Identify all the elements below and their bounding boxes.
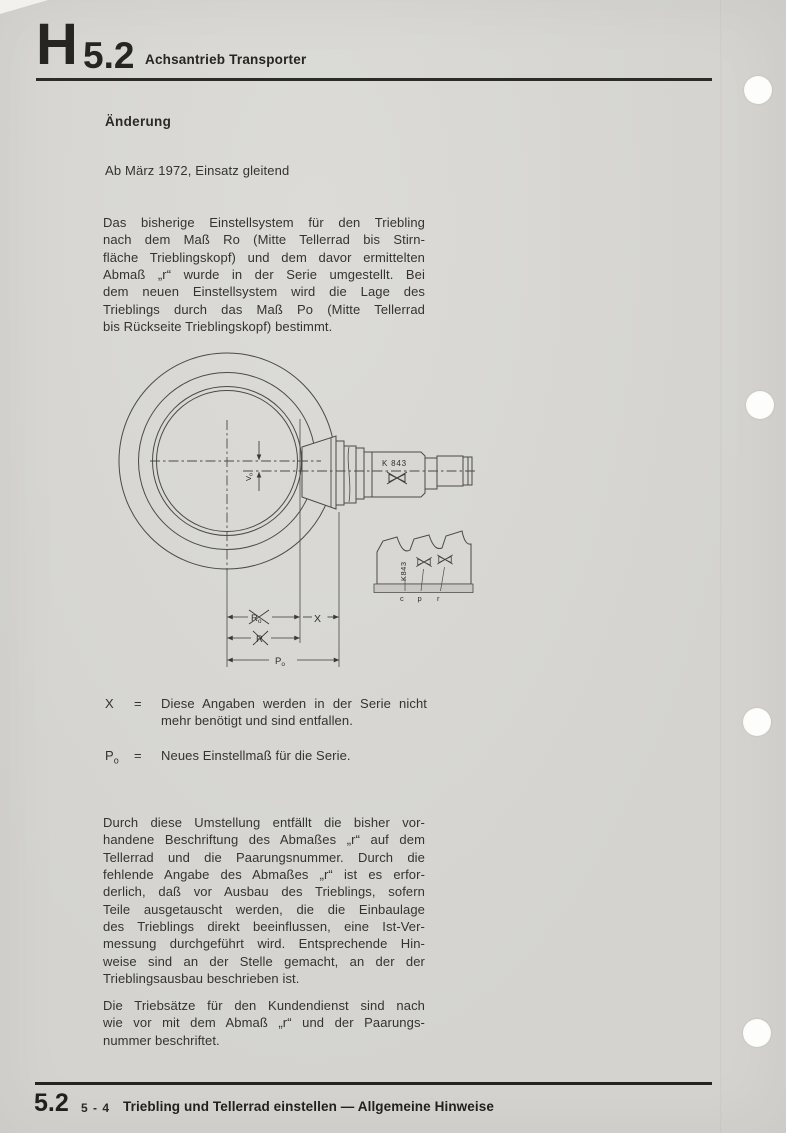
section-subtitle: Achsantrieb Transporter bbox=[145, 52, 307, 67]
legend-po bbox=[105, 747, 427, 770]
footer-chapter-title: Triebling und Tellerrad einstellen — Allgemeine Hinweise bbox=[123, 1099, 494, 1114]
paragraph-old-vs-new-system: Das bisherige Einstellsystem für den Triebling nach dem Maß Ro (Mitte Tellerrad bis Stirn- fläche Trieblingskopf) und dem davor ermittelten Abmaß „r“ wurde in der Serie umgestellt. Bei dem neuen Einstellsystem wird die Lage des Trieblings durch das Maß Po (Mitte Tellerrad bis Rückseite Trieblingskopf) bestimmt. bbox=[103, 215, 425, 335]
ro-label: Ro bbox=[251, 613, 262, 625]
r-dimension-row bbox=[228, 631, 300, 645]
r-label: R bbox=[256, 634, 263, 645]
punch-hole-4 bbox=[743, 1019, 771, 1047]
change-heading: Änderung bbox=[105, 114, 172, 129]
legend-po-equals: = bbox=[134, 748, 142, 763]
punch-hole-2 bbox=[746, 391, 774, 419]
footer-page-number: 5 - 4 bbox=[81, 1101, 111, 1115]
header-rule bbox=[36, 78, 712, 81]
detail-letter-c: c bbox=[400, 594, 404, 603]
x-deleted-mark: X bbox=[314, 613, 322, 625]
detail-pairing-code: K843 bbox=[399, 561, 408, 581]
paper-crease bbox=[720, 0, 723, 1133]
po-label: Po bbox=[275, 656, 285, 668]
vo-label: $V_o$ bbox=[244, 472, 255, 481]
effective-date-note: Ab März 1972, Einsatz gleitend bbox=[105, 163, 290, 178]
detail-letter-r: r bbox=[437, 594, 440, 603]
pinion-ring-gear-diagram bbox=[95, 340, 515, 675]
section-letter: H bbox=[36, 12, 76, 77]
legend-x-symbol: X bbox=[105, 696, 114, 711]
legend-x-equals: = bbox=[134, 696, 142, 711]
punch-hole-3 bbox=[743, 708, 771, 736]
shaft-pairing-code: K 843 bbox=[382, 459, 407, 468]
punch-hole-1 bbox=[744, 76, 772, 104]
legend-po-text: Neues Einstellmaß für die Serie. bbox=[161, 748, 351, 763]
paragraph-measurement-requirement: Durch diese Umstellung entfällt die bisher vor- handene Beschriftung des Abmaßes „r“ auf dem Tellerrad und die Paarungsnummer. Durch die fehlende Angabe des Abmaßes „r“ ist es erfor- derlich, daß vor Ausbau des Trieblings, sofern Teile ausgetauscht werden, die die Einbaulage des Trieblings direkt beeinflussen, eine Ist-Ver- messung durchgeführt wird. Entsprechende Hin- weise sind an der Stelle gemacht, an der der Trieblingsausbau beschrieben ist. bbox=[103, 815, 425, 987]
footer-section-number: 5.2 bbox=[34, 1089, 69, 1117]
footer-rule bbox=[35, 1082, 712, 1085]
legend-po-symbol: $P_o$ bbox=[105, 748, 119, 766]
section-number: 5.2 bbox=[83, 35, 135, 76]
ro-dimension-row bbox=[228, 610, 339, 624]
legend-x bbox=[105, 695, 427, 730]
paragraph-service-drive-sets: Die Triebsätze für den Kundendienst sind nach wie vor mit dem Abmaß „r“ und der Paarungs- nummer beschriftet. bbox=[103, 998, 425, 1048]
legend-x-text: Diese Angaben werden in der Serie nicht mehr benötigt und sind entfallen. bbox=[161, 696, 427, 729]
detail-letter-p: p bbox=[417, 594, 422, 603]
